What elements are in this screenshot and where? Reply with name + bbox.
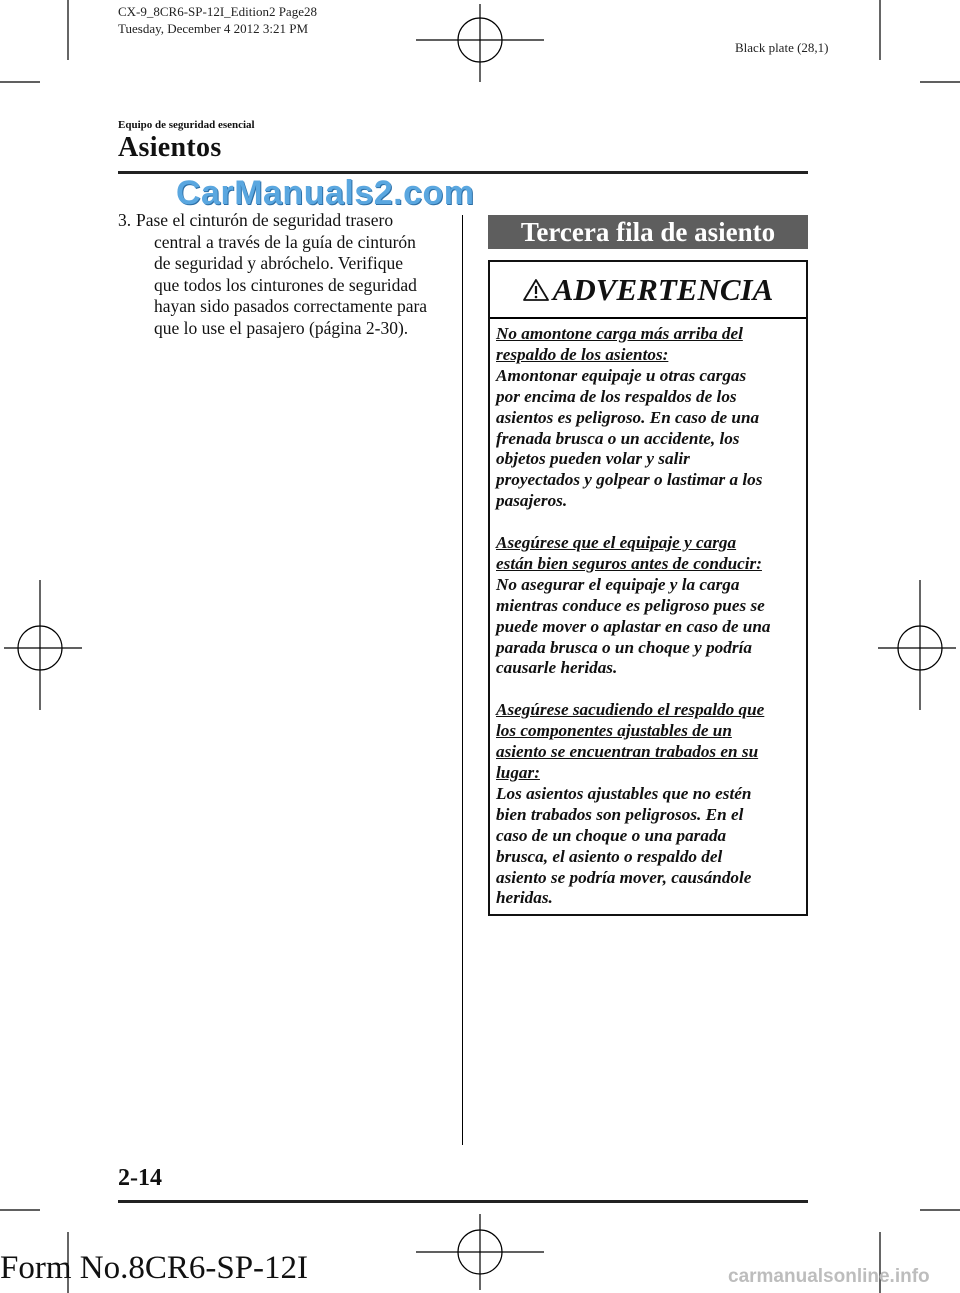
warning-heading: respaldo de los asientos:: [496, 344, 669, 364]
warning-heading: asiento se encuentran trabados en su: [496, 742, 759, 762]
form-number: Form No.8CR6-SP-12I: [0, 1250, 309, 1286]
warning-line: caso de un choque o una parada: [496, 825, 727, 845]
warning-line: mientras conduce es peligroso pues se: [496, 595, 765, 615]
step-line: que lo use el pasajero (página 2-30).: [154, 317, 409, 338]
warning-line: brusca, el asiento o respaldo del: [496, 846, 723, 866]
warning-triangle-icon: [523, 278, 549, 302]
watermark-bottom: carmanualsonline.info: [728, 1266, 930, 1287]
watermark-top: CarManuals2.com: [176, 174, 475, 212]
warning-paragraph-1: [496, 324, 808, 512]
warning-line: por encima de los respaldos de los: [496, 386, 737, 406]
column-divider: [462, 215, 463, 1145]
warning-heading: No amontone carga más arriba del: [496, 324, 743, 343]
step-number: 3.: [118, 210, 132, 230]
warning-line: pasajeros.: [496, 491, 568, 511]
step-line: que todos los cinturones de seguridad: [154, 274, 417, 295]
warning-line: Amontonar equipaje u otras cargas: [496, 365, 747, 385]
warning-line: proyectados y golpear o lastimar a los: [496, 470, 763, 490]
warning-heading: Asegúrese sacudiendo el respaldo que: [496, 700, 765, 720]
warning-line: bien trabados son peligrosos. En el: [496, 804, 744, 824]
step-lines: [136, 210, 427, 339]
step-line: central a través de la guía de cinturón: [154, 231, 416, 252]
footer-rule: [118, 1200, 808, 1203]
warning-line: causarle heridas.: [496, 658, 618, 678]
warning-heading: lugar:: [496, 763, 540, 782]
warning-line: objetos pueden volar y salir: [496, 449, 690, 469]
step-line: de seguridad y abróchelo. Verifique: [154, 253, 403, 273]
step-line: Pase el cinturón de seguridad trasero: [136, 210, 394, 230]
warning-line: heridas.: [496, 888, 553, 908]
warning-box: [488, 260, 808, 916]
file-info-line2: Tuesday, December 4 2012 3:21 PM: [118, 21, 309, 36]
warning-heading: Asegúrese que el equipaje y carga: [496, 533, 737, 553]
file-info-line1: CX-9_8CR6-SP-12I_Edition2 Page28: [118, 4, 317, 19]
warning-paragraph-3: [496, 700, 808, 909]
warning-header: [490, 268, 806, 312]
step-line: hayan sido pasados correctamente para: [154, 296, 428, 316]
section-label: Equipo de seguridad esencial: [118, 119, 255, 131]
section-banner: Tercera fila de asiento: [488, 215, 808, 249]
warning-heading: están bien seguros antes de conducir:: [496, 553, 762, 573]
warning-line: Los asientos ajustables que no estén: [496, 783, 752, 803]
warning-line: asientos es peligroso. En caso de una: [496, 407, 760, 427]
warning-line: No asegurar el equipaje y la carga: [496, 574, 740, 594]
warning-heading: los componentes ajustables de un: [496, 721, 732, 741]
plate-info: Black plate (28,1): [735, 40, 829, 55]
page-title: Asientos: [118, 132, 222, 163]
warning-line: parada brusca o un choque y podría: [496, 637, 752, 657]
warning-line: frenada brusca o un accidente, los: [496, 428, 740, 448]
warning-body: [496, 324, 808, 930]
warning-paragraph-2: [496, 533, 808, 679]
page-number: 2-14: [118, 1165, 162, 1191]
warning-line: puede mover o aplastar en caso de una: [496, 616, 771, 636]
warning-divider: [490, 317, 806, 319]
warning-title: ADVERTENCIA: [552, 272, 774, 307]
warning-line: asiento se podría mover, causándole: [496, 867, 752, 887]
